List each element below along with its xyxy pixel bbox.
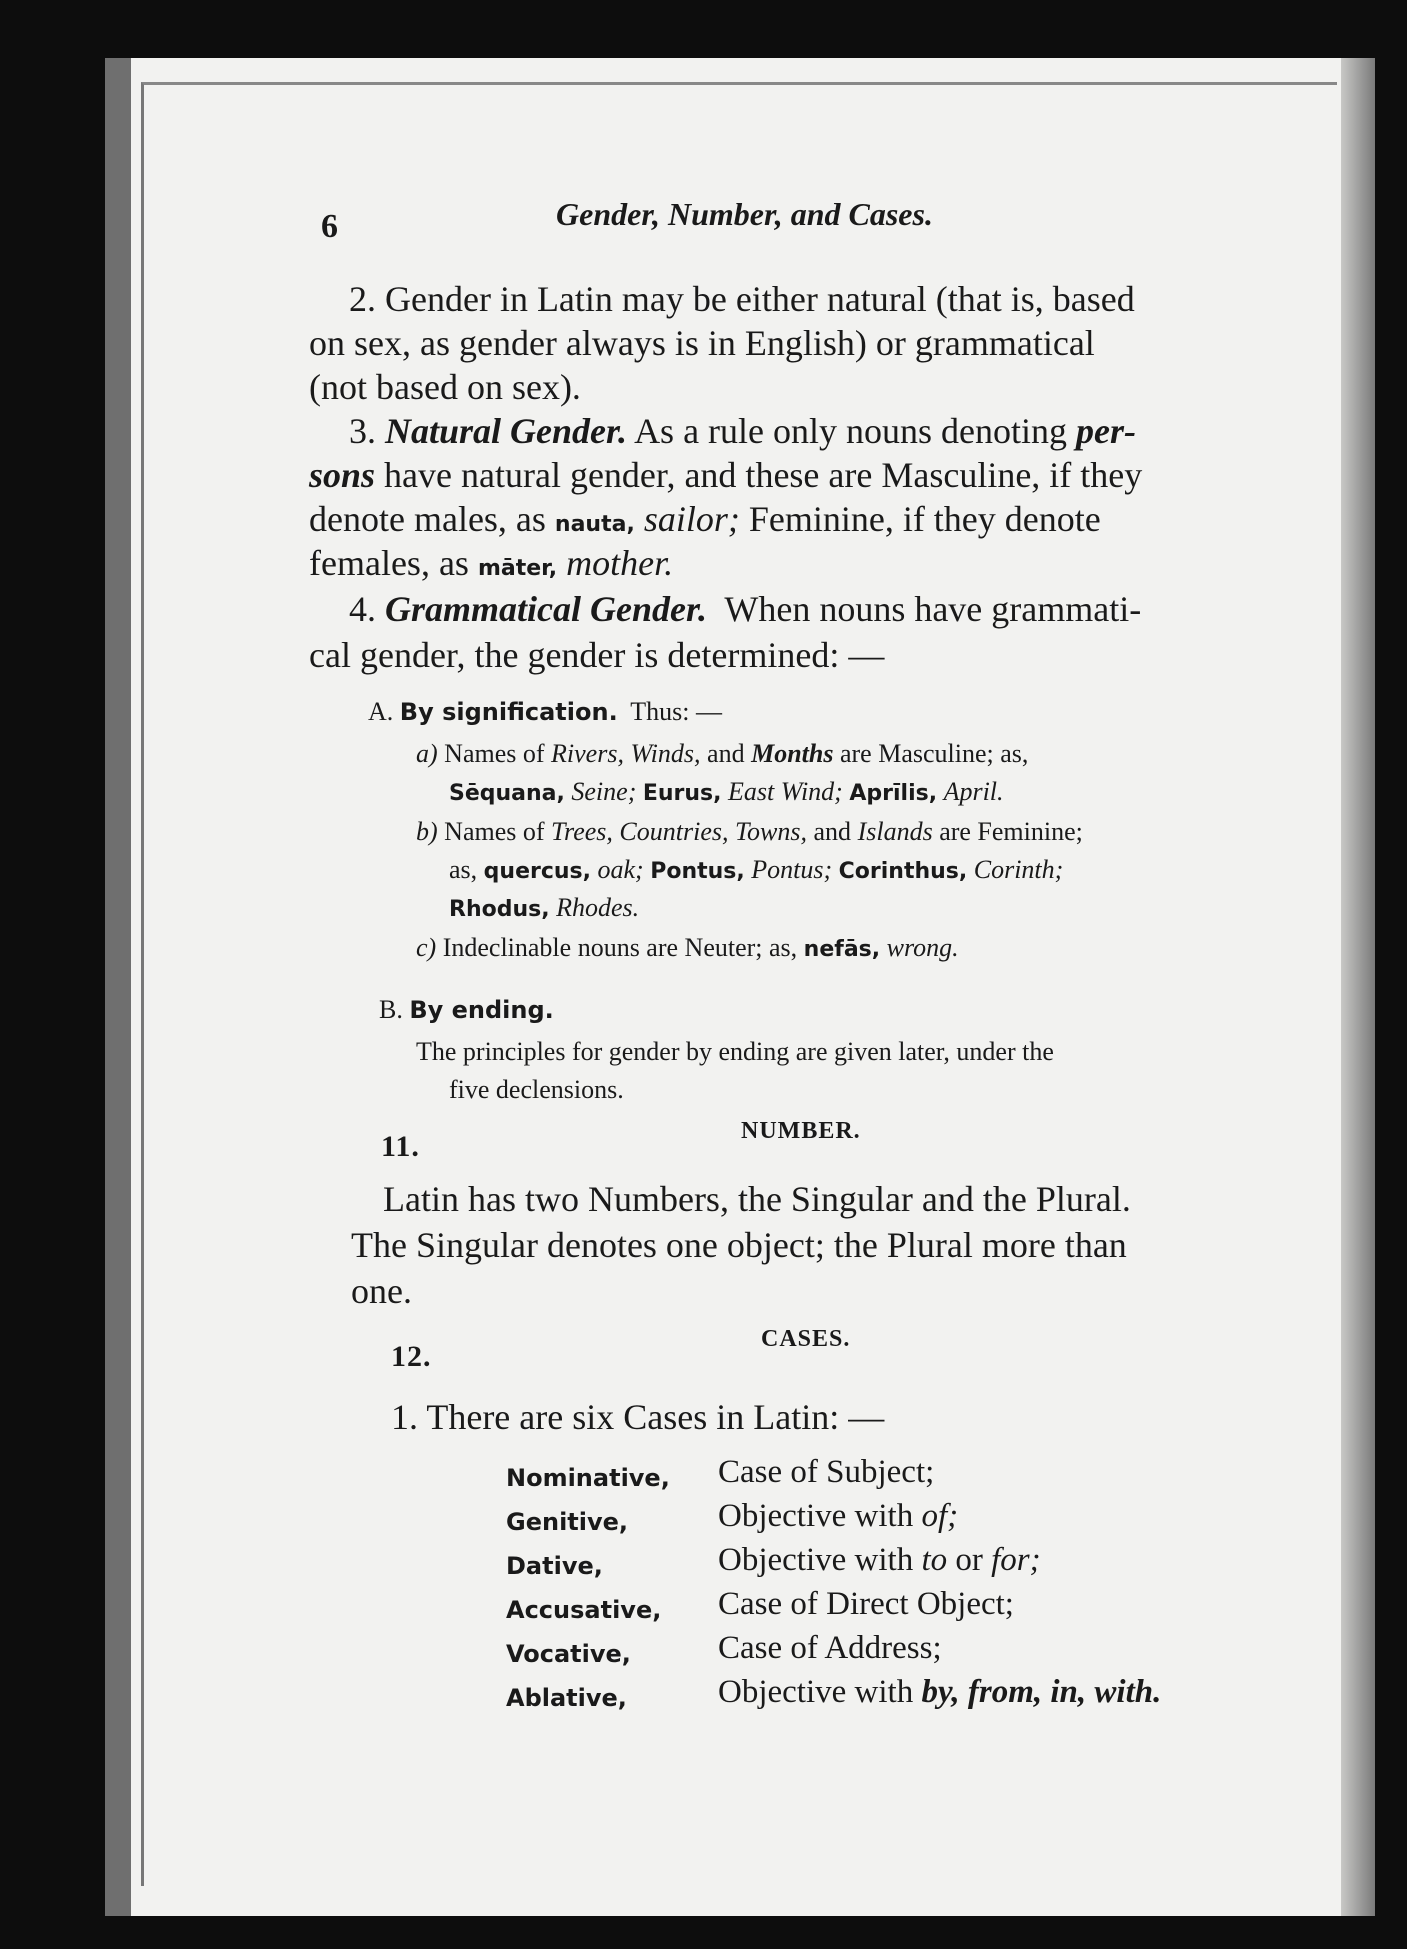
word-quercus: quercus, bbox=[483, 859, 592, 884]
para-3-text-5: females, as bbox=[309, 543, 478, 583]
word-rivers: Rivers, bbox=[551, 739, 624, 768]
section-B-letter: B. bbox=[379, 995, 403, 1024]
case-desc-vocative: Case of Address; bbox=[718, 1630, 942, 1666]
number-line-1: Latin has two Numbers, the Singular and the Plural. bbox=[383, 1179, 1131, 1219]
case-desc-accusative: Case of Direct Object; bbox=[718, 1586, 1014, 1622]
case-desc-dative bbox=[718, 1542, 1041, 1579]
case-desc-ablative-preps: by, from, in, with. bbox=[921, 1674, 1162, 1710]
para-3-text: As a rule only nouns denoting bbox=[634, 411, 1077, 451]
para-3-text-4: Feminine, if they denote bbox=[739, 499, 1101, 539]
word-sequana: Sēquana, bbox=[449, 781, 565, 806]
para-4-line-2: cal gender, the gender is determined: — bbox=[309, 635, 885, 675]
grammatical-gender-label: Grammatical Gender. bbox=[385, 589, 707, 629]
section-B-heading bbox=[379, 992, 554, 1028]
by-ending-label: By ending. bbox=[409, 996, 554, 1024]
para-4-text: When nouns have grammati- bbox=[724, 589, 1142, 629]
case-desc-genitive-text: Objective with bbox=[718, 1498, 922, 1534]
word-nauta: nauta, bbox=[554, 512, 635, 537]
para-2-line-1: 2. Gender in Latin may be either natural (that is, based bbox=[349, 279, 1135, 319]
case-desc-genitive-of: of; bbox=[921, 1498, 959, 1534]
number-line-3: one. bbox=[351, 1271, 412, 1311]
word-sailor: sailor; bbox=[643, 499, 740, 539]
word-pontus: Pontus; bbox=[751, 855, 833, 884]
word-corinth: Corinth; bbox=[973, 855, 1064, 884]
case-name-dative: Dative, bbox=[506, 1552, 603, 1580]
page-number: 6 bbox=[321, 208, 338, 245]
item-c-line-1 bbox=[416, 930, 959, 968]
section-A-letter: A. bbox=[368, 697, 394, 726]
item-a-line-1 bbox=[416, 736, 1028, 772]
para-3-line-1 bbox=[349, 408, 1136, 454]
cases-heading: CASES. bbox=[761, 1326, 851, 1352]
thus-text: Thus: — bbox=[630, 697, 722, 726]
word-corinthus: Corinthus, bbox=[838, 859, 968, 884]
word-rhodus: Rhodus, bbox=[449, 897, 550, 922]
case-name-nominative: Nominative, bbox=[506, 1464, 670, 1492]
item-a-text-3: are Masculine; as, bbox=[833, 739, 1029, 768]
para-3-line-4 bbox=[309, 540, 673, 592]
item-b-line-3 bbox=[449, 890, 639, 928]
word-eurus: Eurus, bbox=[642, 781, 722, 806]
by-signification-label: By signification. bbox=[399, 698, 618, 726]
word-aprilis: Aprīlis, bbox=[849, 781, 938, 806]
item-a-mark: a) bbox=[416, 739, 438, 768]
item-b-text-1: Names of bbox=[444, 817, 552, 846]
para-3-persons-b: sons bbox=[309, 455, 376, 495]
cases-intro: 1. There are six Cases in Latin: — bbox=[391, 1397, 885, 1437]
case-desc-dative-text: Objective with bbox=[718, 1542, 922, 1578]
para-3-number: 3. bbox=[349, 411, 376, 451]
section-11-number: 11. bbox=[381, 1130, 420, 1163]
section-12-number: 12. bbox=[391, 1340, 432, 1373]
para-3-line-2 bbox=[309, 452, 1142, 498]
case-desc-ablative-text: Objective with bbox=[718, 1674, 922, 1710]
item-a-text-2: and bbox=[700, 739, 752, 768]
item-b-mark: b) bbox=[416, 817, 438, 846]
number-heading: NUMBER. bbox=[741, 1118, 861, 1144]
case-desc-ablative bbox=[718, 1674, 1161, 1711]
case-desc-dative-to: to bbox=[921, 1542, 948, 1578]
item-c-mark: c) bbox=[416, 933, 437, 962]
word-seine: Seine; bbox=[571, 777, 637, 806]
word-mother: mother. bbox=[566, 543, 674, 583]
para-4-number: 4. bbox=[349, 589, 376, 629]
word-islands: Islands bbox=[857, 817, 933, 846]
section-A-heading bbox=[368, 694, 722, 730]
word-winds: Winds, bbox=[630, 739, 701, 768]
item-b-text-4: as, bbox=[449, 855, 484, 884]
natural-gender-label: Natural Gender. bbox=[385, 411, 628, 451]
case-desc-dative-or: or bbox=[947, 1542, 992, 1578]
para-3-persons-a: per- bbox=[1076, 411, 1136, 451]
para-3-text-3: denote males, as bbox=[309, 499, 555, 539]
word-wrong: wrong. bbox=[886, 933, 959, 962]
word-april: April. bbox=[943, 777, 1004, 806]
word-months: Months bbox=[751, 739, 834, 768]
item-a-text-1: Names of bbox=[444, 739, 552, 768]
section-B-line-2: five declensions. bbox=[449, 1075, 624, 1104]
book-page bbox=[105, 58, 1375, 1916]
para-2-line-3: (not based on sex). bbox=[309, 367, 581, 407]
words-trees-countries-towns: Trees, Countries, Towns, bbox=[551, 817, 808, 846]
word-mater: māter, bbox=[477, 556, 558, 581]
para-2-line-2: on sex, as gender always is in English) or grammatical bbox=[309, 323, 1095, 363]
case-name-vocative: Vocative, bbox=[506, 1640, 631, 1668]
word-oak: oak; bbox=[597, 855, 644, 884]
item-b-text-2: and bbox=[807, 817, 858, 846]
word-rhodes: Rhodes. bbox=[556, 893, 640, 922]
case-desc-genitive bbox=[718, 1498, 958, 1535]
page-content bbox=[131, 58, 1375, 1916]
running-title: Gender, Number, and Cases. bbox=[556, 196, 933, 232]
section-B-line-1: The principles for gender by ending are given later, under the bbox=[416, 1037, 1054, 1066]
number-line-2: The Singular denotes one object; the Plural more than bbox=[351, 1225, 1127, 1265]
para-4-line-1 bbox=[349, 586, 1141, 632]
item-c-text: Indeclinable nouns are Neuter; as, bbox=[442, 933, 804, 962]
word-nefas: nefās, bbox=[803, 937, 881, 962]
case-desc-nominative: Case of Subject; bbox=[718, 1454, 935, 1490]
case-name-ablative: Ablative, bbox=[506, 1684, 627, 1712]
para-3-text-2: have natural gender, and these are Masculine, if they bbox=[375, 455, 1143, 495]
item-b-line-2 bbox=[449, 852, 1063, 890]
case-name-genitive: Genitive, bbox=[506, 1508, 629, 1536]
item-a-line-2 bbox=[449, 774, 1004, 812]
item-b-line-1 bbox=[416, 814, 1083, 850]
item-b-text-3: are Feminine; bbox=[932, 817, 1083, 846]
word-east-wind: East Wind; bbox=[728, 777, 843, 806]
case-desc-dative-for: for; bbox=[991, 1542, 1041, 1578]
word-pontus-latin: Pontus, bbox=[650, 859, 745, 884]
case-name-accusative: Accusative, bbox=[506, 1596, 662, 1624]
